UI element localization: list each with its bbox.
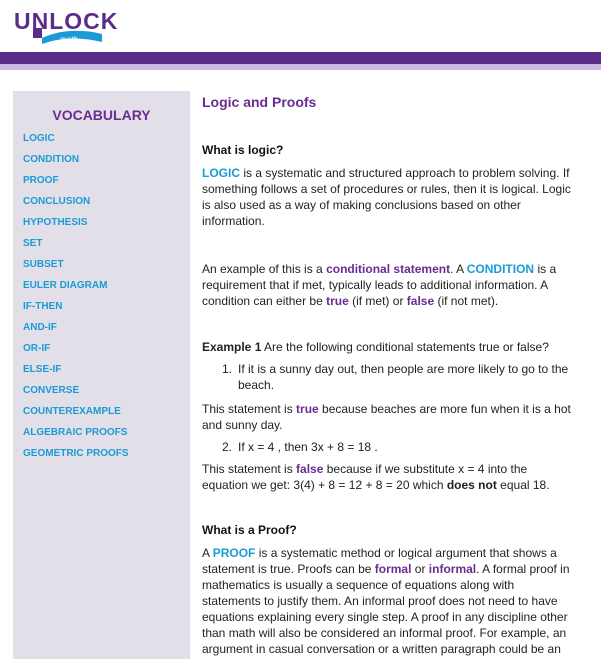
text-fragment: equal 18.	[496, 478, 550, 492]
text-fragment: . A formal proof in mathematics is usually a sequence of equations along with statements to justify them. An informal proof does not need to have equations explaining every single step. A proof in any discipline other than math will also be considered an informal proof. For example, an argument in casual conversation or a written paragraph could be an	[202, 562, 570, 656]
vocab-link-proof[interactable]: PROOF	[23, 175, 59, 186]
text-fragment: This statement is	[202, 462, 297, 476]
example-item-2-text: If x = 4 , then 3x + 8 = 18 .	[238, 440, 378, 454]
term-false[interactable]: false	[406, 294, 435, 308]
main-content	[202, 94, 576, 657]
logo-text: UNLOCK	[14, 8, 119, 34]
text-fragment: or	[411, 562, 429, 576]
proof-definition	[202, 545, 576, 657]
vocabulary-sidebar	[13, 91, 190, 659]
header-bar-accent	[0, 64, 601, 70]
text-fragment: because beaches are more fun when it is a hot and sunny day.	[202, 402, 571, 432]
text-fragment: . A	[450, 262, 467, 276]
vocab-link-conclusion[interactable]: CONCLUSION	[23, 196, 91, 207]
vocab-link-algebraic-proofs[interactable]: ALGEBRAIC PROOFS	[23, 427, 128, 438]
header-bar	[0, 52, 601, 64]
example-prompt-text: Are the following conditional statements true or false?	[261, 340, 549, 354]
term-logic[interactable]: LOGIC	[202, 166, 240, 180]
example-item-2	[202, 439, 576, 455]
logic-definition-text: is a systematic and structured approach to problem solving. If something follows a set of procedures or rules, then it is logical. Logic is also used as a way of making conclusions based on other information.	[202, 166, 571, 228]
term-true[interactable]: true	[326, 294, 349, 308]
vocab-link-or-if[interactable]: OR-IF	[23, 343, 51, 354]
term-formal[interactable]: formal	[374, 562, 412, 576]
section-heading-logic: What is logic?	[202, 143, 284, 157]
term-proof[interactable]: PROOF	[212, 546, 256, 560]
condition-paragraph	[202, 261, 576, 309]
vocab-link-else-if[interactable]: ELSE-IF	[23, 364, 62, 375]
section-heading-proof: What is a Proof?	[202, 523, 297, 537]
text-fragment: (if met) or	[348, 294, 407, 308]
vocab-link-geometric-proofs[interactable]: GEOMETRIC PROOFS	[23, 448, 129, 459]
vocab-link-hypothesis[interactable]: HYPOTHESIS	[23, 217, 88, 228]
example-prompt	[202, 339, 576, 355]
logic-definition	[202, 165, 576, 229]
text-fragment: A	[202, 546, 213, 560]
vocab-link-set[interactable]: SET	[23, 238, 43, 249]
vocab-link-converse[interactable]: CONVERSE	[23, 385, 80, 396]
vocab-link-counterexample[interactable]: COUNTEREXAMPLE	[23, 406, 121, 417]
vocab-link-logic[interactable]: LOGIC	[23, 133, 55, 144]
text-fragment: is a requirement that if met, typically leads to additional information. A condition can either be	[202, 262, 557, 308]
logo-subtext: math	[60, 35, 78, 44]
example-label: Example 1	[202, 340, 262, 354]
text-fragment: because if we substitute x = 4 into the equation we get: 3(4) + 8 = 12 + 8 = 20 which	[202, 462, 528, 492]
vocab-link-condition[interactable]: CONDITION	[23, 154, 80, 165]
text-fragment: An example of this is a	[202, 262, 327, 276]
item-number: 1.	[221, 362, 232, 376]
example-answer-2	[202, 461, 576, 493]
answer-false[interactable]: false	[296, 462, 324, 476]
example-answer-1	[202, 401, 576, 433]
vocab-link-and-if[interactable]: AND-IF	[23, 322, 57, 333]
answer-true[interactable]: true	[296, 402, 319, 416]
text-fragment: is a systematic method or logical argument that shows a statement is true. Proofs can be	[202, 546, 557, 576]
vocab-link-subset[interactable]: SUBSET	[23, 259, 64, 270]
term-condition[interactable]: CONDITION	[466, 262, 535, 276]
item-number: 2.	[221, 440, 232, 454]
unlock-math-logo[interactable]	[14, 8, 119, 46]
example-item-1	[202, 361, 576, 393]
term-conditional-statement[interactable]: conditional statement	[326, 262, 451, 276]
text-fragment: (if not met).	[434, 294, 499, 308]
vocab-link-euler-diagram[interactable]: EULER DIAGRAM	[23, 280, 108, 291]
vocab-link-if-then[interactable]: IF-THEN	[23, 301, 63, 312]
term-informal[interactable]: informal	[428, 562, 477, 576]
page-title: Logic and Proofs	[202, 94, 317, 110]
vocabulary-title: VOCABULARY	[52, 107, 151, 123]
example-item-1-text: If it is a sunny day out, then people are more likely to go to the beach.	[238, 362, 569, 392]
emphasis-does-not: does not	[446, 478, 497, 492]
vocabulary-list	[23, 133, 129, 469]
text-fragment: This statement is	[202, 402, 297, 416]
